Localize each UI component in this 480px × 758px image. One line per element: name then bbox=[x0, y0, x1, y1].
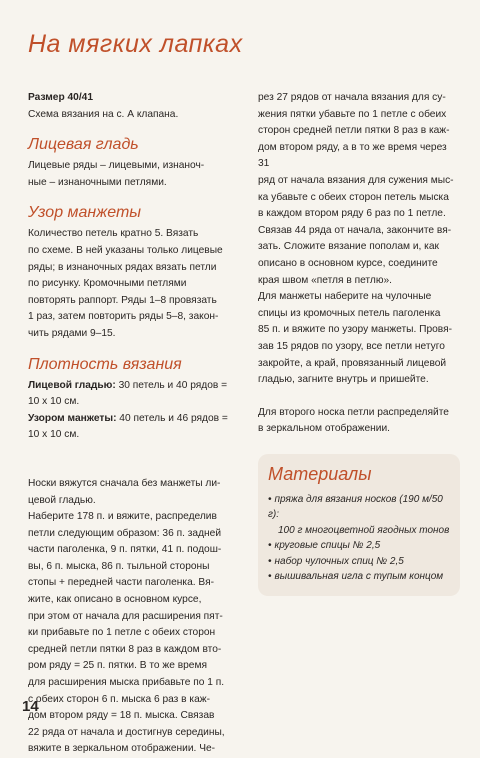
stocking-line: ные – изнаночными петлями. bbox=[28, 176, 167, 188]
cuff-line: по схеме. В ней указаны только лицевые bbox=[28, 244, 223, 256]
gauge-heading: Плотность вязания bbox=[28, 355, 182, 373]
cuff-line: чить рядами 9–15. bbox=[28, 327, 116, 339]
materials-item: • вышивальная игла с тупым концом bbox=[268, 570, 444, 582]
body-line: дом втором ряду = 18 п. мыска. Связав bbox=[28, 710, 215, 722]
body-line: в каждом втором ряду 6 раз по 1 петле. bbox=[258, 208, 446, 220]
materials-item: • пряжа для вязания носков (190 м/50 г): bbox=[268, 493, 443, 521]
body-line: в зеркальном отображении. bbox=[258, 423, 390, 435]
body-line: 22 ряда от начала и достигнув середины, bbox=[28, 726, 225, 738]
left-column bbox=[28, 90, 250, 758]
materials-item: • круговые спицы № 2,5 bbox=[268, 540, 381, 552]
materials-item: • набор чулочных спиц № 2,5 bbox=[268, 555, 404, 567]
page-title: На мягких лапках bbox=[28, 30, 243, 58]
gauge-cuff bbox=[28, 411, 250, 428]
gauge-stocking-value2: 10 х 10 см. bbox=[28, 396, 80, 408]
body-line: сторон средней петли пятки 8 раз в каж- bbox=[258, 125, 450, 137]
body-line: ряд от начала вязания для сужения мыс- bbox=[258, 174, 454, 186]
materials-item: 100 г многоцветной ягодных тонов bbox=[278, 524, 450, 536]
materials-heading: Материалы bbox=[268, 463, 372, 484]
body-line: закройте, а край, провязанный лицевой bbox=[258, 357, 447, 369]
cuff-heading: Узор манжеты bbox=[28, 204, 142, 222]
body-line: ки прибавьте по 1 петле с обеих сторон bbox=[28, 627, 216, 639]
body-line: Для манжеты наберите на чулочные bbox=[258, 291, 432, 303]
body-line: зать. Сложите вязание пополам и, как bbox=[258, 241, 439, 253]
page-number: 14 bbox=[22, 698, 39, 715]
body-line: при этом от начала для расширения пят- bbox=[28, 610, 223, 622]
cuff-line: 1 раз, затем повторить ряды 5–8, закон- bbox=[28, 311, 219, 323]
stocking-line: Лицевые ряды – лицевыми, изнаноч- bbox=[28, 160, 205, 172]
body-line: Носки вяжутся сначала без манжеты ли- bbox=[28, 477, 221, 489]
body-line: для расширения мыска прибавьте по 1 п. bbox=[28, 677, 225, 689]
scheme-line: Схема вязания на с. А клапана. bbox=[28, 108, 179, 120]
gauge-stocking bbox=[28, 378, 250, 395]
materials-box bbox=[258, 454, 460, 596]
body-line: 85 п. и вяжите по узору манжеты. Провя- bbox=[258, 324, 452, 336]
body-line: описано в основном курсе, соедините bbox=[258, 257, 438, 269]
gauge-cuff-value2: 10 х 10 см. bbox=[28, 429, 80, 441]
body-line: жите, как описано в основном курсе, bbox=[28, 594, 202, 606]
gauge-stocking-label: Лицевой гладью: bbox=[28, 379, 116, 391]
body-line: Для второго носка петли распределяйте bbox=[258, 406, 449, 418]
body-line: средней петли пятки 8 раз в каждом вто- bbox=[28, 643, 222, 655]
body-line: цевой гладью. bbox=[28, 494, 96, 506]
body-line: Наберите 178 п. и вяжите, распределив bbox=[28, 511, 217, 523]
body-line: вы, 6 п. мыска, 86 п. тыльной стороны bbox=[28, 560, 210, 572]
materials-list bbox=[268, 492, 450, 584]
body-line: с обеих сторон 6 п. мыска 6 раз в каж- bbox=[28, 693, 210, 705]
body-line: части паголенка, 9 п. пятки, 41 п. подош- bbox=[28, 544, 222, 556]
cuff-line: по рисунку. Кромочными петлями bbox=[28, 278, 187, 290]
body-line: гладью, загните внутрь и пришейте. bbox=[258, 374, 429, 386]
gauge-stocking-value: 30 петель и 40 рядов = bbox=[115, 379, 228, 391]
cuff-line: ряды; в изнаночных рядах вязать петли bbox=[28, 261, 217, 273]
body-line: ром ряду = 25 п. пятки. В то же время bbox=[28, 660, 207, 672]
body-line: дом втором ряду, а в то же время через 31 bbox=[258, 141, 447, 170]
right-column bbox=[258, 90, 460, 596]
body-line: спицы из кромочных петель паголенка bbox=[258, 307, 441, 319]
gauge-cuff-value: 40 петель и 46 рядов = bbox=[116, 412, 228, 424]
body-line: края швом «петля в петлю». bbox=[258, 274, 392, 286]
body-line: ка убавьте с обеих сторон петель мыска bbox=[258, 191, 449, 203]
cuff-line: Количество петель кратно 5. Вязать bbox=[28, 228, 199, 240]
body-line: жения пятки убавьте по 1 петле с обеих bbox=[258, 108, 447, 120]
cuff-line: повторять раппорт. Ряды 1–8 провязать bbox=[28, 294, 217, 306]
body-line: Связав 44 ряда от начала, закончите вя- bbox=[258, 224, 452, 236]
stocking-heading: Лицевая гладь bbox=[28, 136, 139, 154]
gauge-cuff-label: Узором манжеты: bbox=[28, 412, 117, 424]
body-line: рез 27 рядов от начала вязания для су- bbox=[258, 92, 446, 103]
body-line: вяжите в зеркальном отображении. Че- bbox=[28, 743, 216, 755]
body-line: зав 15 рядов по узору, все петли нетуго bbox=[258, 340, 445, 352]
body-line: стопы + передней части паголенка. Вя- bbox=[28, 577, 215, 589]
body-line: петли следующим образом: 36 п. задней bbox=[28, 527, 222, 539]
size-line: Размер 40/41 bbox=[28, 92, 94, 103]
